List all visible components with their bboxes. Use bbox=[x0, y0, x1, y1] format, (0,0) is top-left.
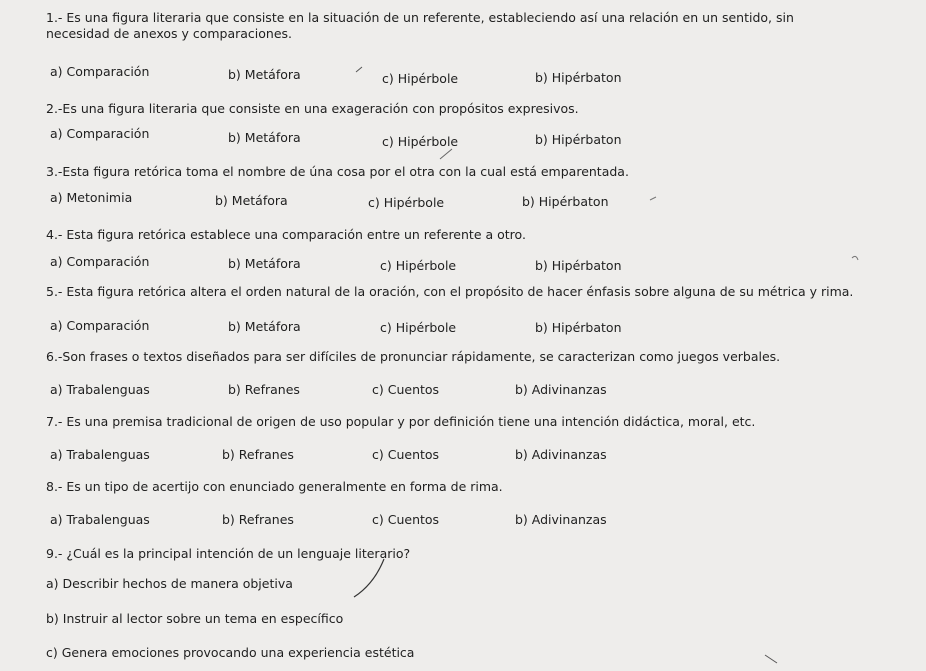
q7-option-c[interactable]: c) Cuentos bbox=[372, 447, 440, 462]
question-9-text: 9.- ¿Cuál es la principal intención de un lenguaje literario? bbox=[46, 546, 411, 561]
q5-option-c[interactable]: c) Hipérbole bbox=[380, 320, 457, 335]
q2-option-b[interactable]: b) Metáfora bbox=[228, 130, 301, 145]
q4-option-a[interactable]: a) Comparación bbox=[50, 254, 150, 269]
q3-option-a[interactable]: a) Metonimia bbox=[50, 190, 133, 205]
q6-option-b[interactable]: b) Refranes bbox=[228, 382, 300, 397]
q1-option-b[interactable]: b) Metáfora bbox=[228, 67, 301, 82]
q6-option-d[interactable]: b) Adivinanzas bbox=[515, 382, 607, 397]
question-3-text: 3.-Esta figura retórica toma el nombre de úna cosa por el otra con la cual está emparentada. bbox=[46, 164, 629, 179]
q2-option-a[interactable]: a) Comparación bbox=[50, 126, 150, 141]
question-2-text: 2.-Es una figura literaria que consiste en una exageración con propósitos expresivos. bbox=[46, 101, 579, 116]
q1-option-c[interactable]: c) Hipérbole bbox=[382, 71, 459, 86]
pen-mark bbox=[650, 197, 656, 200]
question-5-text: 5.- Esta figura retórica altera el orden natural de la oración, con el propósito de hacer énfasis sobre alguna de su métrica y rima. bbox=[46, 284, 854, 299]
question-4-text: 4.- Esta figura retórica establece una comparación entre un referente a otro. bbox=[46, 227, 526, 242]
q8-option-b[interactable]: b) Refranes bbox=[222, 512, 294, 527]
question-6-text: 6.-Son frases o textos diseñados para ser difíciles de pronunciar rápidamente, se caracterizan como juegos verbales. bbox=[46, 349, 781, 364]
q1-option-a[interactable]: a) Comparación bbox=[50, 64, 150, 79]
q7-option-a[interactable]: a) Trabalenguas bbox=[50, 447, 150, 462]
pen-mark bbox=[356, 67, 362, 72]
q5-option-a[interactable]: a) Comparación bbox=[50, 318, 150, 333]
q9-option-a[interactable]: a) Describir hechos de manera objetiva bbox=[46, 576, 293, 591]
q4-option-c[interactable]: c) Hipérbole bbox=[380, 258, 457, 273]
q5-option-b[interactable]: b) Metáfora bbox=[228, 319, 301, 334]
q3-option-c[interactable]: c) Hipérbole bbox=[368, 195, 445, 210]
q3-option-b[interactable]: b) Metáfora bbox=[215, 193, 288, 208]
pen-mark bbox=[765, 655, 777, 663]
question-1-text: 1.- Es una figura literaria que consiste en la situación de un referente, estableciendo así una relación en un sentido, sin necesidad de anexos y comparaciones. bbox=[46, 10, 794, 41]
q8-option-d[interactable]: b) Adivinanzas bbox=[515, 512, 607, 527]
q5-option-d[interactable]: b) Hipérbaton bbox=[535, 320, 622, 335]
q6-option-c[interactable]: c) Cuentos bbox=[372, 382, 440, 397]
q9-option-b[interactable]: b) Instruir al lector sobre un tema en específico bbox=[46, 611, 344, 626]
q1-option-d[interactable]: b) Hipérbaton bbox=[535, 70, 622, 85]
q3-option-d[interactable]: b) Hipérbaton bbox=[522, 194, 609, 209]
question-8-text: 8.- Es un tipo de acertijo con enunciado generalmente en forma de rima. bbox=[46, 479, 503, 494]
q6-option-a[interactable]: a) Trabalenguas bbox=[50, 382, 150, 397]
pen-mark bbox=[354, 559, 384, 597]
q8-option-c[interactable]: c) Cuentos bbox=[372, 512, 440, 527]
q2-option-c[interactable]: c) Hipérbole bbox=[382, 134, 459, 149]
q2-option-d[interactable]: b) Hipérbaton bbox=[535, 132, 622, 147]
q4-option-d[interactable]: b) Hipérbaton bbox=[535, 258, 622, 273]
q8-option-a[interactable]: a) Trabalenguas bbox=[50, 512, 150, 527]
q4-option-b[interactable]: b) Metáfora bbox=[228, 256, 301, 271]
q7-option-b[interactable]: b) Refranes bbox=[222, 447, 294, 462]
q7-option-d[interactable]: b) Adivinanzas bbox=[515, 447, 607, 462]
q9-option-c[interactable]: c) Genera emociones provocando una experiencia estética bbox=[46, 645, 415, 660]
pen-mark bbox=[852, 256, 858, 260]
pen-mark bbox=[440, 149, 452, 159]
question-7-text: 7.- Es una premisa tradicional de origen de uso popular y por definición tiene una intención didáctica, moral, etc. bbox=[46, 414, 756, 429]
